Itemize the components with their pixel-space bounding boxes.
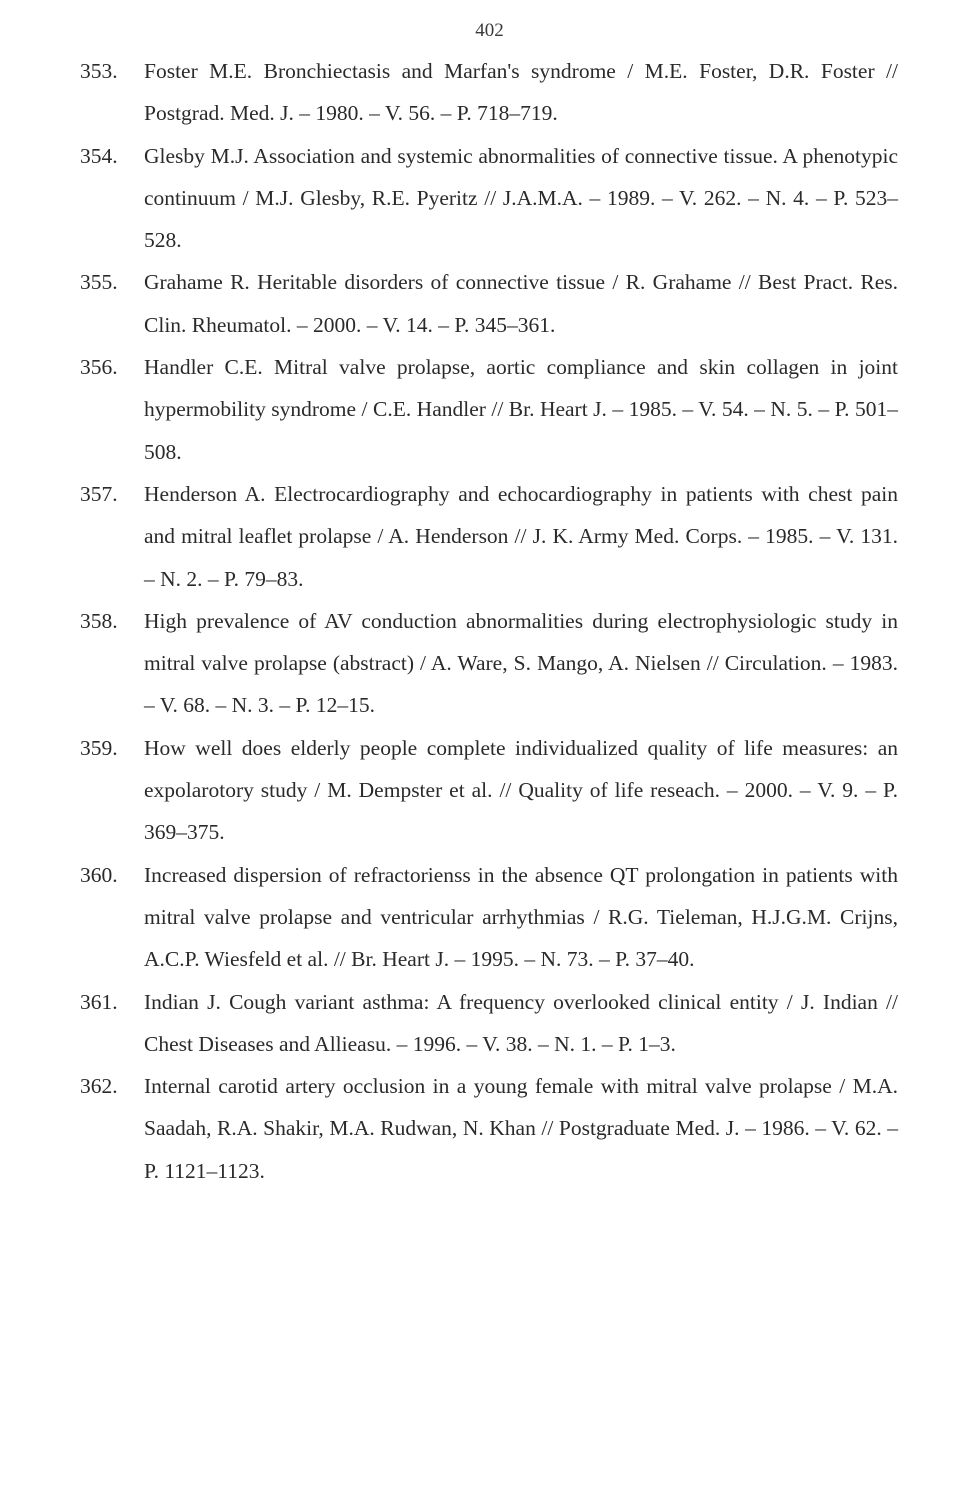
reference-text: Glesby M.J. Association and systemic abnormalities of connective tissue. A phenotypic continuum / M.J. Glesby, R.E. Pyeritz // J.A.M.A. – 1989. – V. 262. – N. 4. – P. 523–528. <box>144 143 898 253</box>
reference-item <box>80 727 898 854</box>
reference-item <box>80 50 898 135</box>
reference-number: 354. <box>80 143 118 168</box>
reference-text: Foster M.E. Bronchiectasis and Marfan's syndrome / M.E. Foster, D.R. Foster // Postgrad. Med. J. – 1980. – V. 56. – P. 718–719. <box>144 59 898 126</box>
reference-number: 362. <box>80 1074 118 1099</box>
reference-item <box>80 600 898 727</box>
reference-text: Handler C.E. Mitral valve prolapse, aortic compliance and skin collagen in joint hypermobility syndrome / C.E. Handler // Br. Heart J. – 1985. – V. 54. – N. 5. – P. 501–508. <box>144 355 898 464</box>
reference-number: 360. <box>80 862 118 887</box>
reference-number: 357. <box>80 481 118 506</box>
reference-number: 359. <box>80 735 118 760</box>
reference-text: Increased dispersion of refractorienss in the absence QT prolongation in patients with mitral valve prolapse and ventricular arrhythmias / R.G. Tieleman, H.J.G.M. Crijns, A.C.P. Wiesfeld et al. // Br. Heart J. – 1995. – N. 73. – P. 37–40. <box>144 862 898 972</box>
reference-number: 355. <box>80 270 118 295</box>
reference-list <box>80 50 898 1192</box>
reference-item <box>80 1065 898 1192</box>
reference-number: 353. <box>80 59 118 83</box>
reference-number: 358. <box>80 608 118 633</box>
reference-text: How well does elderly people complete individualized quality of life measures: an expolarotory study / M. Dempster et al. // Quality of life reseach. – 2000. – V. 9. – P. 369–375. <box>144 735 898 845</box>
page-number: 402 <box>475 20 504 41</box>
reference-text: Internal carotid artery occlusion in a young female with mitral valve prolapse / M.A. Saadah, R.A. Shakir, M.A. Rudwan, N. Khan // Postgraduate Med. J. – 1986. – V. 62. – P. 1121–1123. <box>144 1074 898 1183</box>
reference-item <box>80 981 898 1066</box>
reference-item <box>80 473 898 600</box>
reference-item <box>80 346 898 473</box>
reference-text: Indian J. Cough variant asthma: A frequency overlooked clinical entity / J. Indian // Chest Diseases and Allieasu. – 1996. – V. 38. – N. 1. – P. 1–3. <box>144 989 898 1056</box>
reference-number: 361. <box>80 989 118 1014</box>
reference-number: 356. <box>80 355 118 380</box>
reference-item <box>80 135 898 262</box>
reference-item <box>80 854 898 981</box>
reference-text: Henderson A. Electrocardiography and echocardiography in patients with chest pain and mitral leaflet prolapse / A. Henderson // J. K. Army Med. Corps. – 1985. – V. 131. – N. 2. – P. 79–83. <box>144 481 898 591</box>
reference-text: High prevalence of AV conduction abnormalities during electrophysiologic study in mitral valve prolapse (abstract) / A. Ware, S. Mango, A. Nielsen // Circulation. – 1983. – V. 68. – N. 3. – P. 12–15. <box>144 608 898 718</box>
reference-item <box>80 261 898 346</box>
reference-text: Grahame R. Heritable disorders of connective tissue / R. Grahame // Best Pract. Res. Clin. Rheumatol. – 2000. – V. 14. – P. 345–361. <box>144 270 898 337</box>
